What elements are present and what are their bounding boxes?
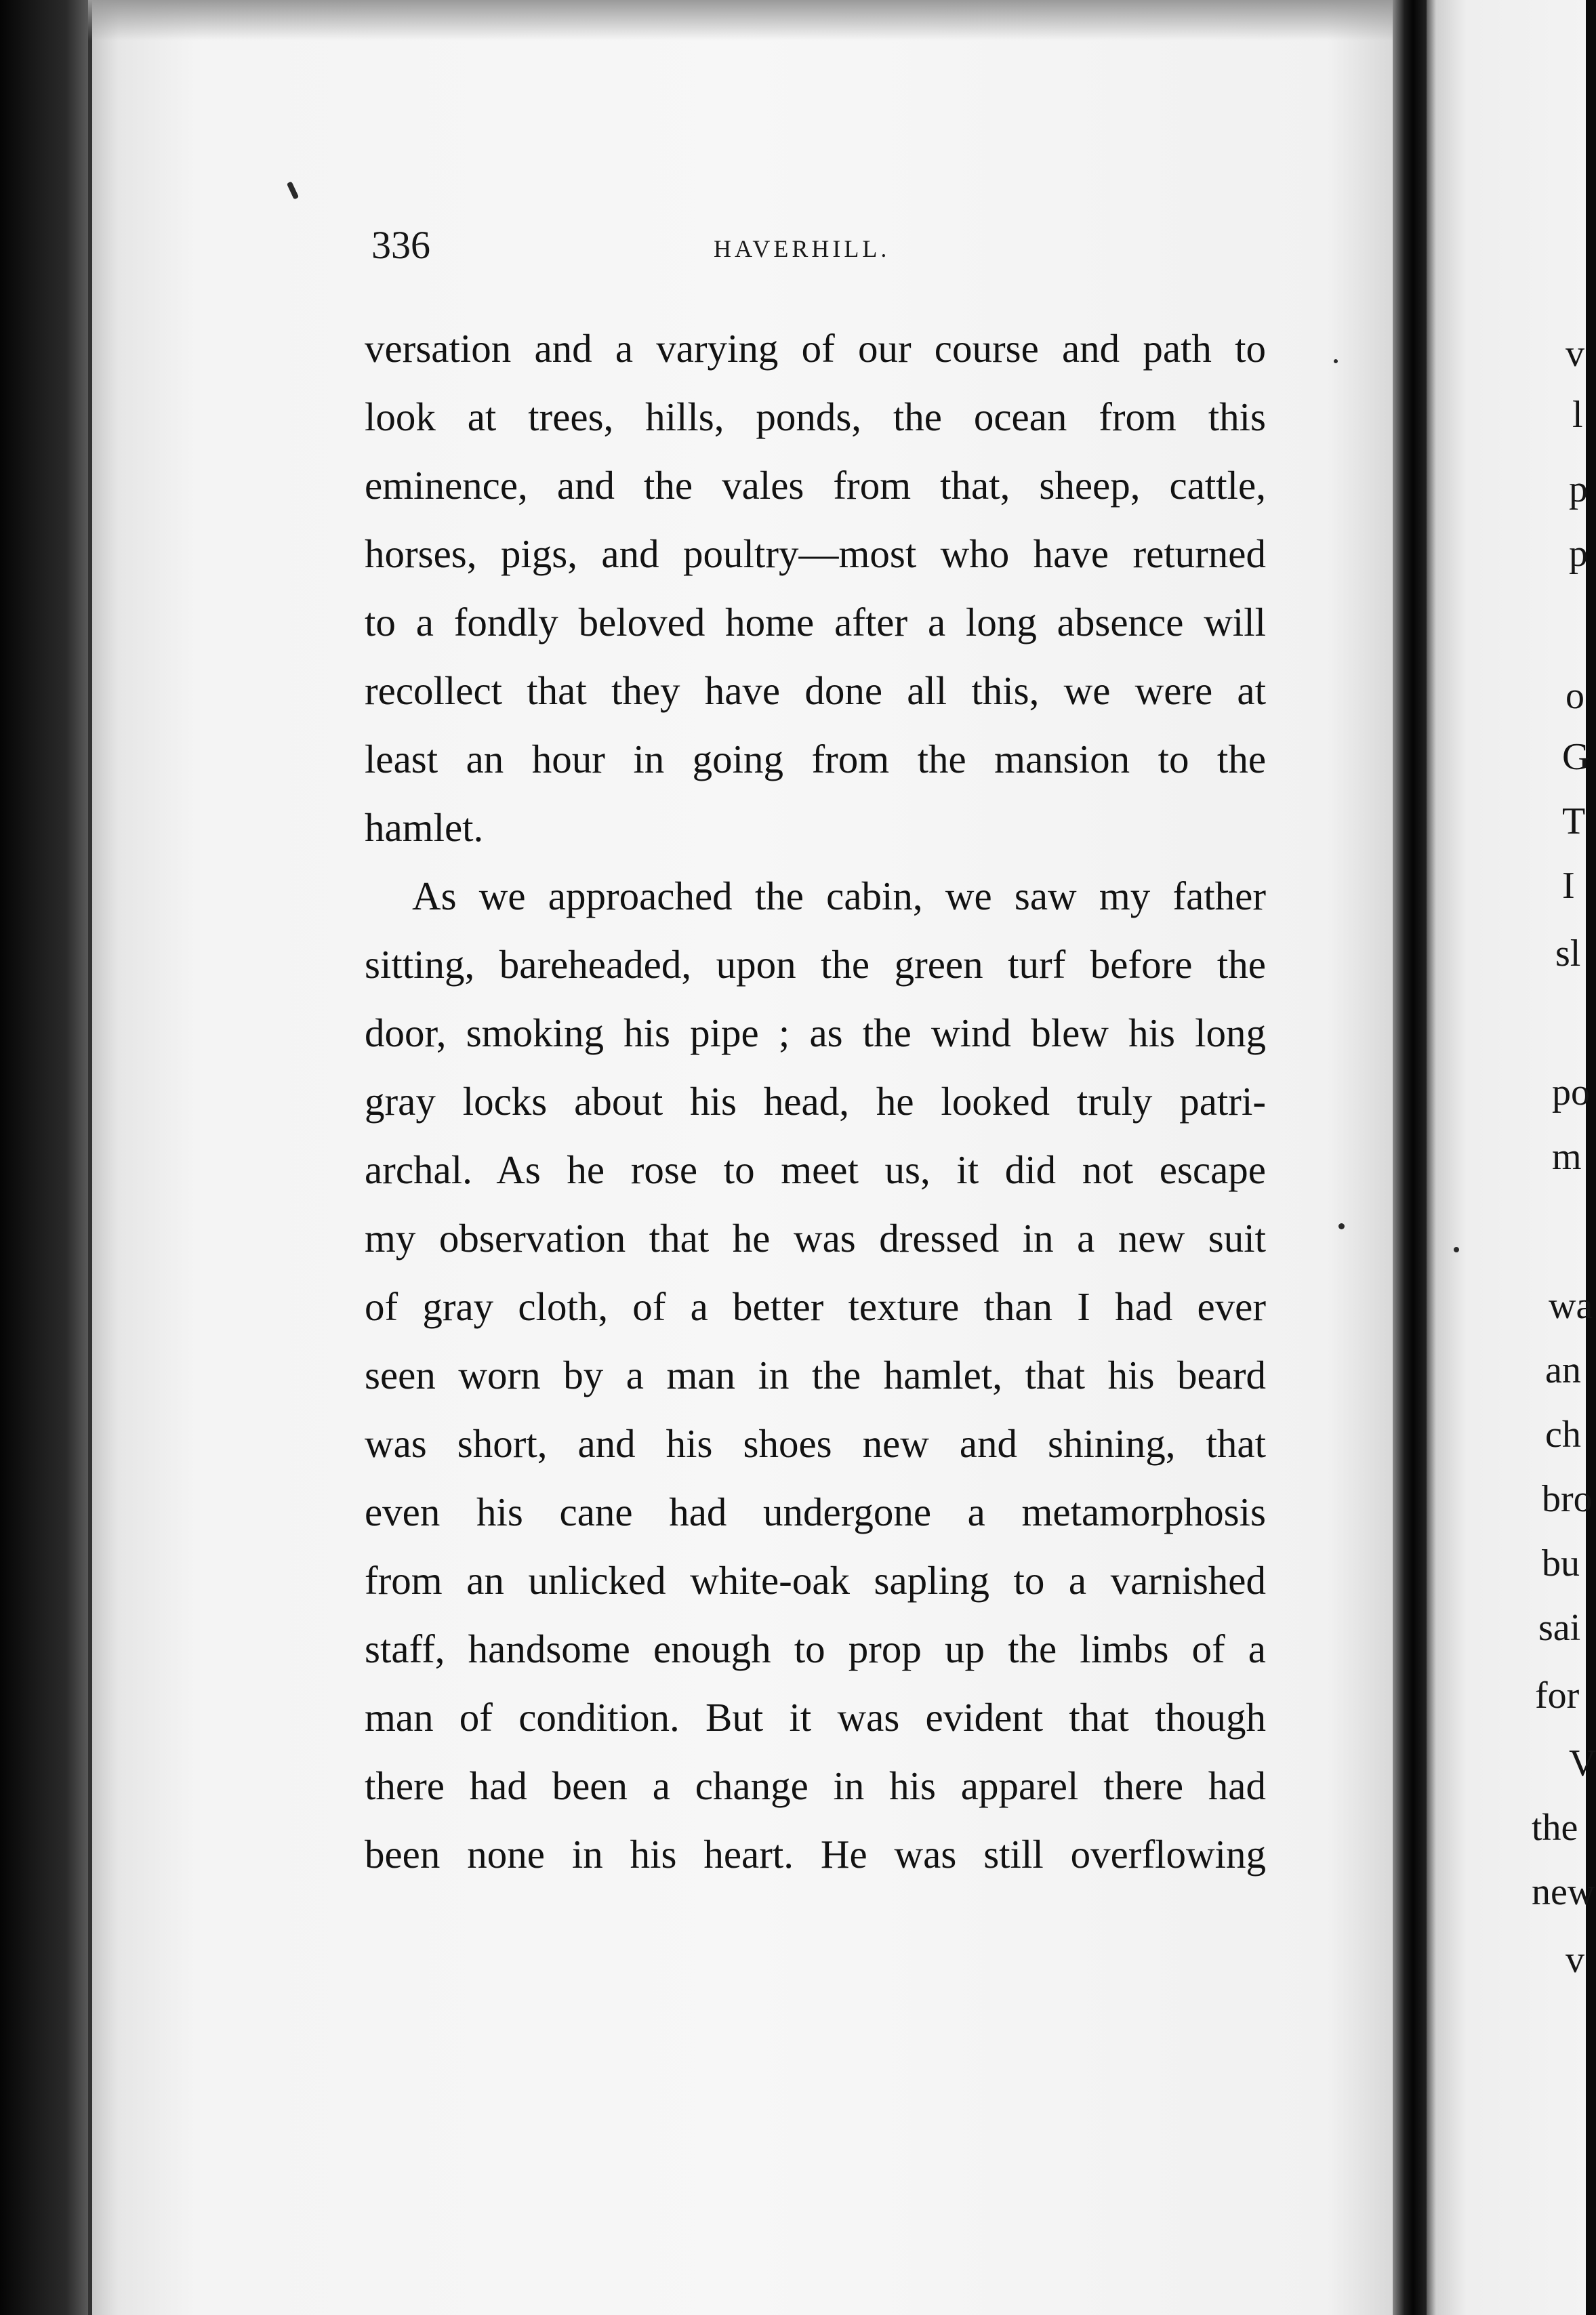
text-line: hamlet. — [365, 805, 484, 850]
facing-page-fragment: p — [1569, 468, 1588, 510]
text-line: look at trees, hills, ponds, the ocean from this — [365, 394, 1266, 439]
text-line: archal. As he rose to meet us, it did not escape — [365, 1147, 1266, 1192]
facing-page-fragment: sl — [1555, 933, 1581, 975]
facing-page-fragment: p — [1569, 533, 1588, 575]
text-line: my observation that he was dressed in a new suit — [365, 1216, 1266, 1261]
text-line: there had been a change in his apparel there had — [365, 1763, 1266, 1808]
text-line-paragraph-start: As we approached the cabin, we saw my father — [412, 874, 1266, 918]
text-line: sitting, bareheaded, upon the green turf before the — [365, 942, 1266, 987]
facing-page-fragment: m — [1552, 1136, 1582, 1178]
text-line: even his cane had undergone a metamorphosis — [365, 1490, 1266, 1534]
facing-page-fragment: bu — [1542, 1542, 1580, 1584]
facing-page-fragment: o — [1566, 675, 1584, 717]
facing-page-text — [1427, 0, 1596, 2315]
facing-page-fragment: for — [1535, 1675, 1580, 1717]
text-line: from an unlicked white-oak sapling to a varnished — [365, 1558, 1266, 1603]
text-line: been none in his heart. He was still overflowing — [365, 1832, 1266, 1877]
text-line: least an hour in going from the mansion to the — [365, 737, 1266, 781]
facing-page-fragment: T — [1562, 800, 1586, 842]
book-gutter — [1393, 0, 1427, 2315]
text-line: eminence, and the vales from that, sheep, cattle, — [365, 463, 1266, 508]
body-text — [365, 314, 1266, 1889]
facing-page-fragment: wa — [1549, 1285, 1593, 1327]
text-line: seen worn by a man in the hamlet, that his beard — [365, 1353, 1266, 1397]
text-line: of gray cloth, of a better texture than I had ever — [365, 1284, 1266, 1329]
text-line: man of condition. But it was evident that though — [365, 1695, 1266, 1740]
scan-speck — [1454, 1247, 1459, 1252]
page-top-shadow — [88, 0, 1393, 41]
facing-page-fragment: bro — [1542, 1478, 1593, 1520]
page-number: 336 — [371, 223, 430, 267]
scan-border-left — [0, 0, 88, 2315]
facing-page-fragment: v — [1566, 333, 1584, 375]
facing-page-fragment: ch — [1545, 1414, 1581, 1456]
text-line: to a fondly beloved home after a long absence will — [365, 600, 1266, 644]
book-page-right — [1427, 0, 1596, 2315]
facing-page-fragment: new — [1532, 1871, 1595, 1913]
text-line: door, smoking his pipe ; as the wind blew his long — [365, 1010, 1266, 1055]
text-line: recollect that they have done all this, we were at — [365, 668, 1266, 713]
text-line: was short, and his shoes new and shining, that — [365, 1421, 1266, 1466]
text-line: gray locks about his head, he looked truly patri- — [365, 1079, 1266, 1124]
facing-page-fragment: sai — [1538, 1607, 1581, 1649]
text-line: versation and a varying of our course and path to — [365, 326, 1266, 371]
running-title: HAVERHILL. — [714, 235, 891, 262]
scan-speck — [1334, 359, 1338, 363]
text-line: staff, handsome enough to prop up the limbs of a — [365, 1626, 1266, 1671]
facing-page-fragment: l — [1572, 394, 1583, 436]
facing-page-fragment: V — [1569, 1742, 1596, 1784]
facing-page-fragment: the — [1532, 1807, 1578, 1849]
scan-speck — [1338, 1223, 1345, 1229]
facing-page-fragment: I — [1562, 865, 1575, 907]
facing-page-fragment: v — [1566, 1939, 1584, 1981]
text-line: horses, pigs, and poultry—most who have returned — [365, 531, 1266, 576]
facing-page-fragment: po — [1552, 1071, 1590, 1113]
facing-page-fragment: G — [1562, 736, 1590, 778]
facing-page-fragment: an — [1545, 1349, 1581, 1391]
running-head — [371, 218, 1266, 272]
